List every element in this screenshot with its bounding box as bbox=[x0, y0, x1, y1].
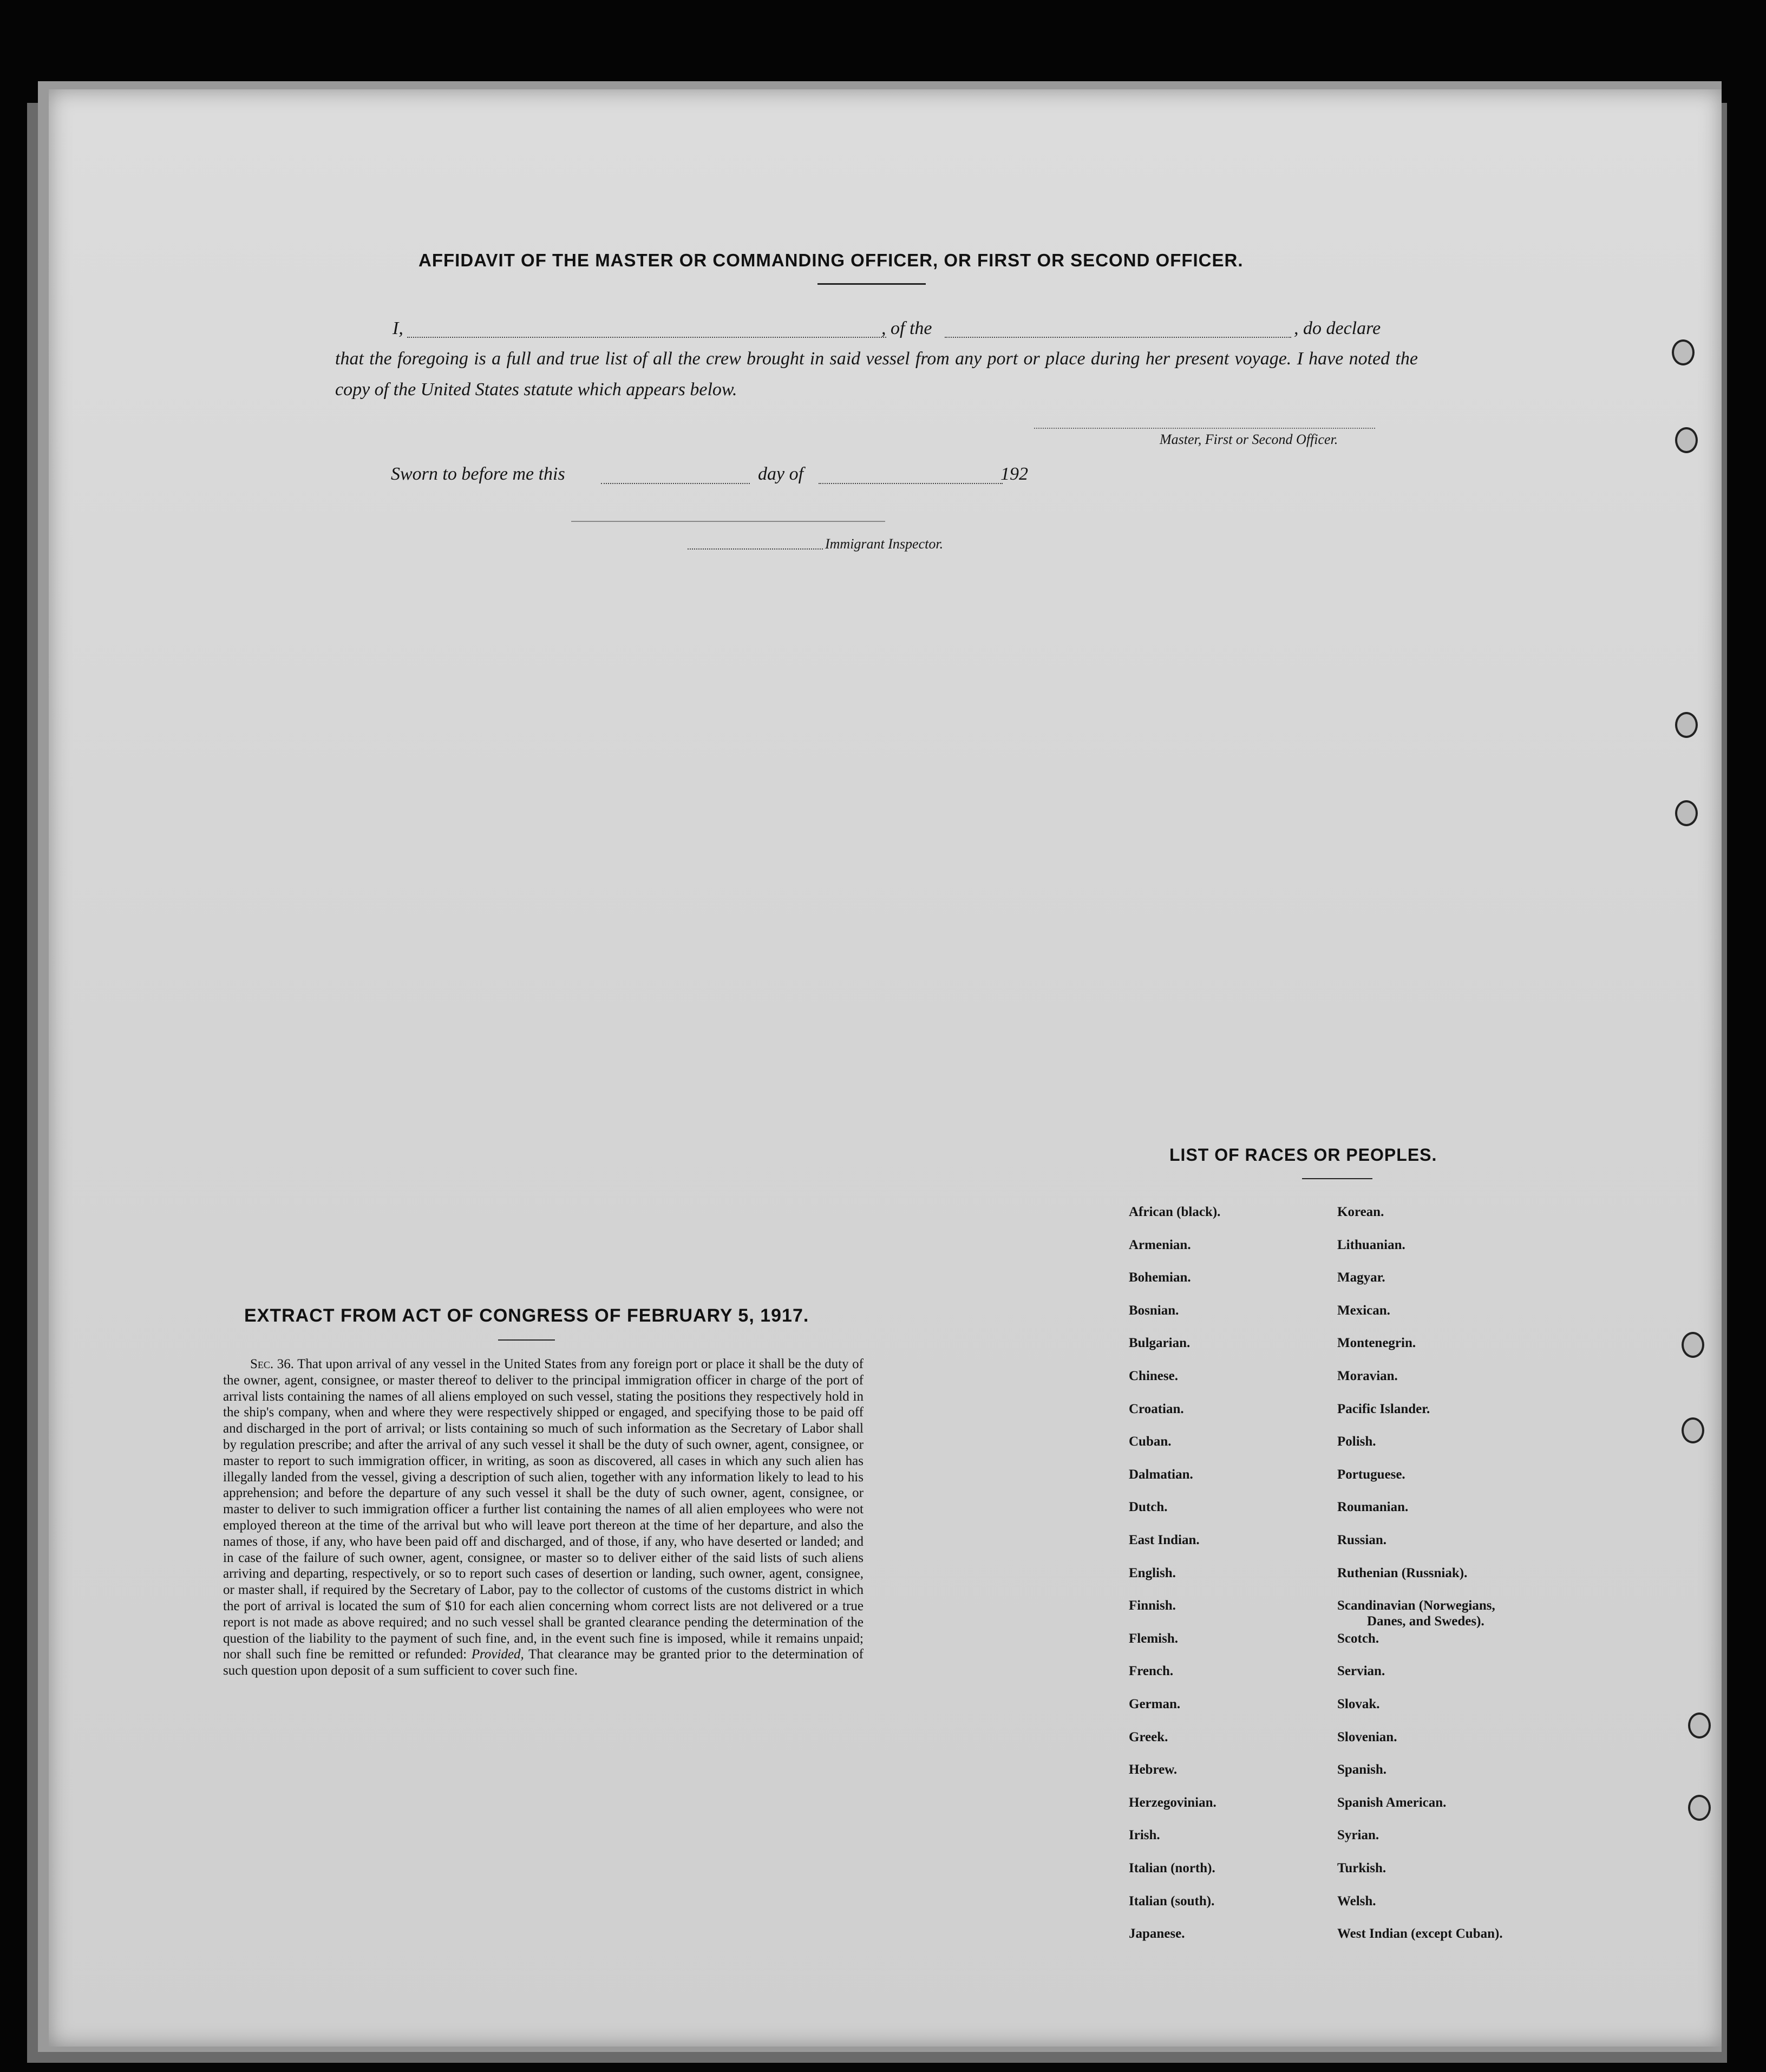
race-item: Ruthenian (Russniak). bbox=[1337, 1565, 1468, 1580]
sworn-day-field[interactable] bbox=[601, 483, 750, 484]
race-item: Flemish. bbox=[1129, 1631, 1178, 1646]
race-item: African (black). bbox=[1129, 1205, 1221, 1219]
race-item: Bosnian. bbox=[1129, 1303, 1179, 1318]
signature-label: Master, First or Second Officer. bbox=[1160, 432, 1338, 447]
race-item: Montenegrin. bbox=[1337, 1336, 1416, 1351]
extract-title-rule bbox=[498, 1339, 555, 1341]
race-item: Croatian. bbox=[1129, 1401, 1184, 1416]
binder-hole-icon bbox=[1675, 712, 1698, 738]
section-36-text bbox=[223, 1356, 864, 1679]
race-item: Italian (south). bbox=[1129, 1893, 1215, 1908]
race-item: Dutch. bbox=[1129, 1500, 1168, 1515]
day-of-label: day of bbox=[758, 464, 804, 484]
race-item: Japanese. bbox=[1129, 1926, 1185, 1942]
affidavit-title: AFFIDAVIT OF THE MASTER OR COMMANDING OFFICER, OR FIRST OR SECOND OFFICER. bbox=[418, 250, 1244, 270]
race-item: Danes, and Swedes). bbox=[1367, 1614, 1484, 1629]
affidavit-body: that the foregoing is a full and true list of all the crew brought in said vessel from any port or place during her present voyage. I have noted the copy of the United States statute which appears below. bbox=[335, 349, 1418, 400]
race-item: Russian. bbox=[1337, 1533, 1387, 1547]
section-label: Sec. 36. bbox=[250, 1357, 294, 1371]
inspector-name-field[interactable] bbox=[688, 548, 823, 550]
race-item: Spanish American. bbox=[1337, 1795, 1447, 1810]
declarant-prefix: I, bbox=[393, 318, 403, 338]
race-item: Moravian. bbox=[1337, 1369, 1398, 1383]
race-item: Servian. bbox=[1337, 1664, 1385, 1679]
race-item: Herzegovinian. bbox=[1129, 1795, 1216, 1810]
inspector-label: Immigrant Inspector. bbox=[825, 536, 944, 552]
race-item: Roumanian. bbox=[1337, 1500, 1409, 1515]
race-item: Dalmatian. bbox=[1129, 1467, 1193, 1482]
section-36-body: That upon arrival of any vessel in the United States from any foreign port or place it shall be the duty of the owner, agent, consignee, or master thereof to deliver to the principal immigration officer in charge of the port of arrival lists containing the names of all aliens employed on such vessel, stating the positions they respectively hold in the ship's company, when and where they were respectively shipped or engaged, and specifying those to be paid off and discharged in the port of arrival; or lists containing so much of such information as the Secretary of Labor shall by regulation prescribe; and after the arrival of any such vessel it shall be the duty of such owner, agent, consignee, or master to report to such immigration officer, in writing, as soon as discovered, all cases in which any such alien has illegally landed from the vessel, giving a description of such alien, together with any information likely to lead to his apprehension; and before the departure of any such vessel it shall be the duty of such owner, agent, consignee, or master to deliver to such immigration officer a further list containing the names of all alien employees who were not employed thereon at the time of the arrival but who will leave port thereon at the time of her departure, and also the names of those, if any, who have been paid off and discharged, and of those, if any, who have deserted or landed; and in case of the failure of such owner, agent, consignee, or master so to deliver either of the said lists of such aliens arriving and departing, respectively, or so to report such cases of desertion or landing, such owner, agent, consignee, or master shall, if required by the Secretary of Labor, pay to the collector of customs of the customs district in which the port of arrival is located the sum of $10 for each alien concerning whom correct lists are not delivered or a true report is not made as above required; and no such vessel shall be granted clearance pending the determination of the question of the liability to the payment of such fine, and, in the event such fine is imposed, while it remains unpaid; nor shall such fine be remitted or refunded: bbox=[223, 1357, 864, 1662]
race-item: Irish. bbox=[1129, 1828, 1160, 1843]
year-prefix: 192 bbox=[1000, 464, 1028, 484]
affidavit-title-rule bbox=[817, 283, 926, 285]
of-the-label: , of the bbox=[881, 318, 932, 338]
race-item: Lithuanian. bbox=[1337, 1237, 1405, 1252]
races-title-rule bbox=[1302, 1178, 1372, 1179]
binder-hole-icon bbox=[1682, 1332, 1704, 1358]
race-item: Bohemian. bbox=[1129, 1270, 1191, 1285]
binder-hole-icon bbox=[1675, 427, 1698, 453]
race-item: German. bbox=[1129, 1697, 1181, 1711]
race-item: Chinese. bbox=[1129, 1369, 1178, 1383]
vessel-name-field[interactable] bbox=[945, 337, 1291, 338]
race-item: Bulgarian. bbox=[1129, 1336, 1191, 1351]
extract-title: EXTRACT FROM ACT OF CONGRESS OF FEBRUARY 5, 1917. bbox=[244, 1305, 809, 1326]
race-item: Korean. bbox=[1337, 1205, 1384, 1219]
binder-hole-icon bbox=[1675, 800, 1698, 826]
race-item: East Indian. bbox=[1129, 1533, 1200, 1547]
binder-hole-icon bbox=[1688, 1795, 1711, 1821]
race-item: Scandinavian (Norwegians, bbox=[1337, 1598, 1495, 1613]
binder-hole-icon bbox=[1688, 1712, 1711, 1738]
race-item: Turkish. bbox=[1337, 1861, 1386, 1875]
races-title: LIST OF RACES OR PEOPLES. bbox=[1169, 1145, 1437, 1165]
section-36-body-end: That clearance may be granted prior to the determination of such question upon deposit of a sum sufficient to cover such fine. bbox=[223, 1647, 864, 1678]
race-item: Slovenian. bbox=[1337, 1729, 1397, 1744]
race-item: French. bbox=[1129, 1664, 1174, 1679]
race-item: Finnish. bbox=[1129, 1598, 1176, 1613]
race-item: Slovak. bbox=[1337, 1697, 1380, 1711]
sworn-month-field[interactable] bbox=[819, 483, 1003, 484]
declarant-name-field[interactable] bbox=[407, 337, 886, 338]
signature-line[interactable] bbox=[1034, 428, 1375, 429]
race-item: Spanish. bbox=[1337, 1762, 1387, 1777]
sworn-prefix: Sworn to before me this bbox=[391, 464, 565, 484]
race-item: English. bbox=[1129, 1565, 1176, 1580]
binder-hole-icon bbox=[1672, 339, 1695, 365]
race-item: Polish. bbox=[1337, 1434, 1376, 1449]
race-item: Portuguese. bbox=[1337, 1467, 1405, 1482]
race-item: Cuban. bbox=[1129, 1434, 1172, 1449]
race-item: Scotch. bbox=[1337, 1631, 1379, 1646]
race-item: Greek. bbox=[1129, 1729, 1168, 1744]
race-item: Pacific Islander. bbox=[1337, 1401, 1430, 1416]
race-item: Magyar. bbox=[1337, 1270, 1385, 1285]
race-item: Mexican. bbox=[1337, 1303, 1390, 1318]
race-item: West Indian (except Cuban). bbox=[1337, 1926, 1503, 1942]
race-item: Syrian. bbox=[1337, 1828, 1379, 1843]
do-declare-label: , do declare bbox=[1294, 318, 1381, 338]
race-item: Hebrew. bbox=[1129, 1762, 1178, 1777]
race-item: Italian (north). bbox=[1129, 1861, 1215, 1875]
proviso-word: Provided, bbox=[471, 1647, 524, 1662]
race-item: Armenian. bbox=[1129, 1237, 1191, 1252]
race-item: Welsh. bbox=[1337, 1893, 1376, 1908]
inspector-signature-line[interactable] bbox=[571, 521, 885, 522]
binder-hole-icon bbox=[1682, 1417, 1704, 1443]
